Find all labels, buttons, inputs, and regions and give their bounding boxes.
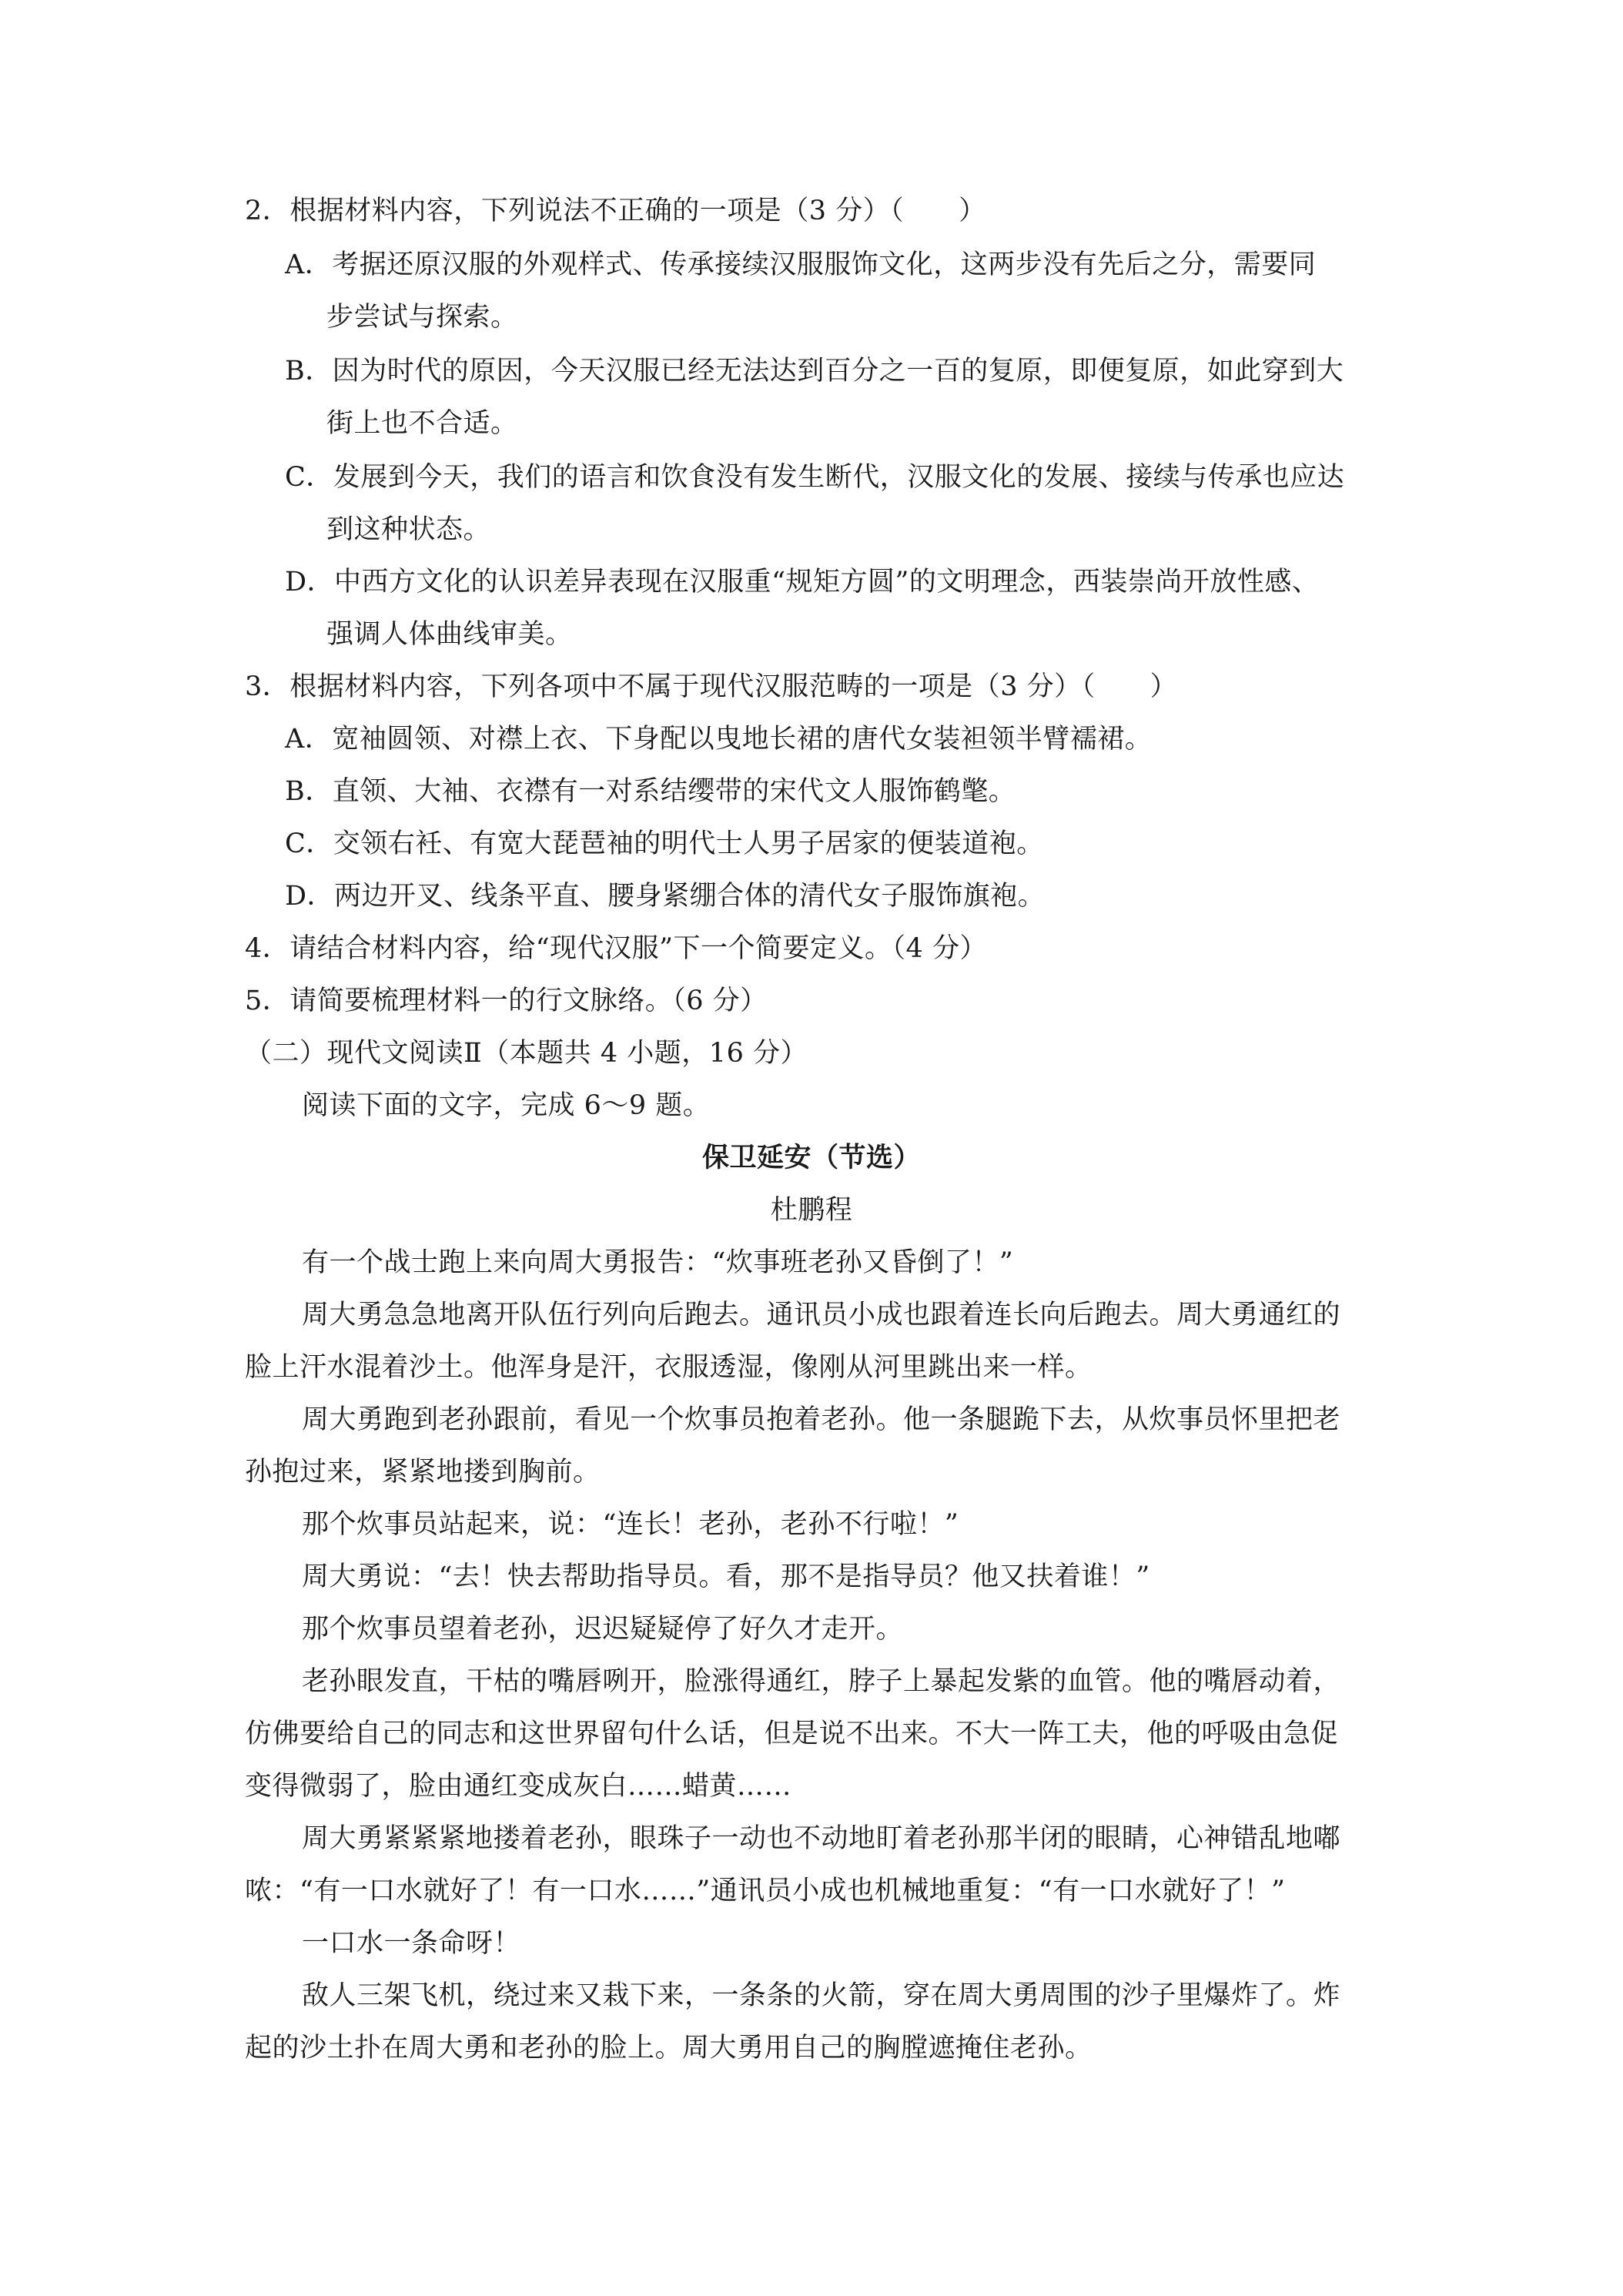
passage-paragraph-5: 周大勇说：“去！快去帮助指导员。看，那不是指导员？他又扶着谁！”: [302, 1561, 1150, 1592]
question-2-option-c-cont: 到这种状态。: [326, 514, 491, 545]
section-instruction: 阅读下面的文字，完成 6～9 题。: [302, 1090, 711, 1121]
passage-paragraph-4: 那个炊事员站起来，说：“连长！老孙，老孙不行啦！”: [302, 1509, 959, 1540]
passage-paragraph-3-cont: 孙抱过来，紧紧地搂到胸前。: [245, 1457, 601, 1488]
question-3-option-c: C．交领右衽、有宽大琵琶袖的明代士人男子居家的便装道袍。: [285, 828, 1044, 859]
question-3-option-d: D．两边开叉、线条平直、腰身紧绷合体的清代女子服饰旗袍。: [285, 881, 1046, 912]
passage-paragraph-2-cont: 脸上汗水混着沙土。他浑身是汗，衣服透湿，像刚从河里跳出来一样。: [245, 1352, 1093, 1383]
question-5-stem: 5．请简要梳理材料一的行文脉络。（6 分）: [245, 986, 768, 1016]
passage-paragraph-8-cont: 哝：“有一口水就好了！有一口水……”通讯员小成也机械地重复：“有一口水就好了！”: [245, 1876, 1286, 1906]
question-2-option-c: C．发展到今天，我们的语言和饮食没有发生断代，汉服文化的发展、接续与传承也应达: [285, 462, 1345, 493]
passage-paragraph-6: 那个炊事员望着老孙，迟迟疑疑停了好久才走开。: [302, 1614, 904, 1645]
passage-paragraph-10: 敌人三架飞机，绕过来又栽下来，一条条的火箭，穿在周大勇周围的沙子里爆炸了。炸: [302, 1980, 1341, 2011]
passage-paragraph-7: 老孙眼发直，干枯的嘴唇咧开，脸涨得通红，脖子上暴起发紫的血管。他的嘴唇动着，: [302, 1666, 1341, 1697]
passage-title: 保卫延安（节选）: [701, 1143, 921, 1173]
question-4-stem: 4．请结合材料内容，给“现代汉服”下一个简要定义。（4 分）: [245, 933, 987, 964]
passage-paragraph-9: 一口水一条命呀！: [302, 1928, 521, 1959]
question-2-option-b: B．因为时代的原因，今天汉服已经无法达到百分之一百的复原，即便复原，如此穿到大: [285, 356, 1344, 387]
question-2-option-a-cont: 步尝试与探索。: [326, 302, 518, 333]
question-3-option-b: B．直领、大袖、衣襟有一对系结缨带的宋代文人服饰鹤氅。: [285, 776, 1016, 807]
question-2-stem: 2．根据材料内容，下列说法不正确的一项是（3 分）（ ）: [245, 196, 986, 226]
passage-paragraph-2: 周大勇急急地离开队伍行列向后跑去。通讯员小成也跟着连长向后跑去。周大勇通红的: [302, 1300, 1341, 1330]
question-2-option-d: D．中西方文化的认识差异表现在汉服重“规矩方圆”的文明理念，西装崇尚开放性感、: [285, 567, 1320, 597]
passage-paragraph-1: 有一个战士跑上来向周大勇报告：“炊事班老孙又昏倒了！”: [302, 1247, 1014, 1278]
passage-paragraph-8: 周大勇紧紧紧地搂着老孙，眼珠子一动也不动地盯着老孙那半闭的眼睛，心神错乱地嘟: [302, 1823, 1341, 1854]
question-3-option-a: A．宽袖圆领、对襟上衣、下身配以曳地长裙的唐代女装袒领半臂襦裙。: [285, 724, 1153, 755]
question-2-option-a: A．考据还原汉服的外观样式、传承接续汉服服饰文化，这两步没有先后之分，需要同: [285, 249, 1317, 280]
question-3-stem: 3．根据材料内容，下列各项中不属于现代汉服范畴的一项是（3 分）（ ）: [245, 671, 1178, 702]
question-2-option-d-cont: 强调人体曲线审美。: [326, 619, 573, 650]
section-heading: （二）现代文阅读Ⅱ（本题共 4 小题，16 分）: [245, 1038, 808, 1069]
passage-paragraph-7-cont-2: 变得微弱了，脸由通红变成灰白……蜡黄……: [245, 1771, 792, 1802]
question-2-option-b-cont: 街上也不合适。: [326, 408, 518, 439]
passage-paragraph-3: 周大勇跑到老孙跟前，看见一个炊事员抱着老孙。他一条腿跪下去，从炊事员怀里把老: [302, 1404, 1341, 1435]
passage-author: 杜鹏程: [770, 1195, 853, 1226]
passage-paragraph-10-cont: 起的沙土扑在周大勇和老孙的脸上。周大勇用自己的胸膛遮掩住老孙。: [245, 2033, 1093, 2063]
passage-paragraph-7-cont-1: 仿佛要给自己的同志和这世界留句什么话，但是说不出来。不大一阵工夫，他的呼吸由急促: [245, 1719, 1339, 1749]
